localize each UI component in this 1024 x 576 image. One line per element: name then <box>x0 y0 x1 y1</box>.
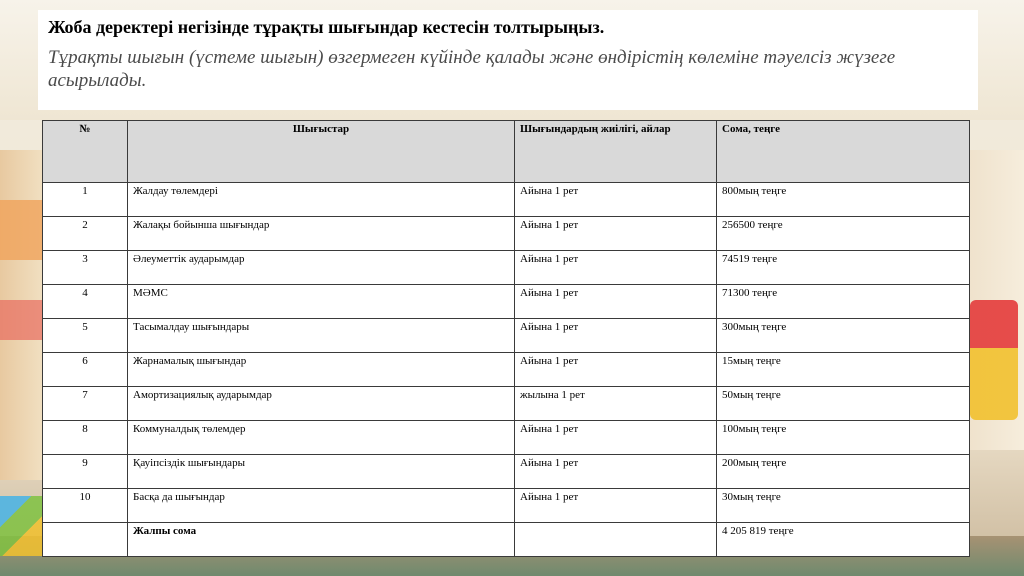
row-frequency: Айына 1 рет <box>515 319 717 353</box>
row-expense: Амортизациялық аударымдар <box>128 387 515 421</box>
row-number: 7 <box>43 387 128 421</box>
row-number: 6 <box>43 353 128 387</box>
row-frequency: Айына 1 рет <box>515 353 717 387</box>
row-number: 9 <box>43 455 128 489</box>
header-expenses: Шығыстар <box>128 121 515 183</box>
row-frequency: жылына 1 рет <box>515 387 717 421</box>
row-amount: 256500 теңге <box>717 217 970 251</box>
background-toy-cart <box>970 300 1018 420</box>
row-expense: Жарнамалық шығындар <box>128 353 515 387</box>
row-amount: 71300 теңге <box>717 285 970 319</box>
header-amount: Сома, теңге <box>717 121 970 183</box>
background-toy-left <box>0 200 44 260</box>
row-number: 4 <box>43 285 128 319</box>
table-row <box>43 489 970 523</box>
total-frequency <box>515 523 717 557</box>
row-amount: 100мың теңге <box>717 421 970 455</box>
row-expense: Тасымалдау шығындары <box>128 319 515 353</box>
row-frequency: Айына 1 рет <box>515 217 717 251</box>
background-toy-left-2 <box>0 300 44 340</box>
row-amount: 15мың теңге <box>717 353 970 387</box>
row-number: 2 <box>43 217 128 251</box>
table-row <box>43 285 970 319</box>
row-expense: Жалақы бойынша шығындар <box>128 217 515 251</box>
row-amount: 300мың теңге <box>717 319 970 353</box>
row-expense: Жалдау төлемдері <box>128 183 515 217</box>
row-number: 3 <box>43 251 128 285</box>
header-frequency: Шығындардың жиілігі, айлар <box>515 121 717 183</box>
row-number: 10 <box>43 489 128 523</box>
row-frequency: Айына 1 рет <box>515 285 717 319</box>
row-frequency: Айына 1 рет <box>515 489 717 523</box>
total-number <box>43 523 128 557</box>
table-row <box>43 455 970 489</box>
table-row <box>43 251 970 285</box>
slide-subtitle: Тұрақты шығын (үстеме шығын) өзгермеген күйінде қалады және өндірістің көлеміне тәуелсіз жүзеге асырылады. <box>48 47 896 91</box>
row-number: 1 <box>43 183 128 217</box>
row-amount: 800мың теңге <box>717 183 970 217</box>
row-number: 8 <box>43 421 128 455</box>
row-expense: Әлеуметтік аударымдар <box>128 251 515 285</box>
total-label: Жалпы сома <box>128 523 515 557</box>
table-row <box>43 353 970 387</box>
row-frequency: Айына 1 рет <box>515 455 717 489</box>
row-amount: 200мың теңге <box>717 455 970 489</box>
row-expense: Коммуналдық төлемдер <box>128 421 515 455</box>
background-blocks <box>0 496 44 556</box>
table-row <box>43 319 970 353</box>
row-amount: 50мың теңге <box>717 387 970 421</box>
row-frequency: Айына 1 рет <box>515 183 717 217</box>
table-total-row <box>43 523 970 557</box>
row-expense: Қауіпсіздік шығындары <box>128 455 515 489</box>
row-number: 5 <box>43 319 128 353</box>
row-expense: Басқа да шығындар <box>128 489 515 523</box>
table-row <box>43 217 970 251</box>
row-frequency: Айына 1 рет <box>515 251 717 285</box>
table-row <box>43 421 970 455</box>
title-box <box>38 10 978 110</box>
table-row <box>43 183 970 217</box>
row-amount: 30мың теңге <box>717 489 970 523</box>
row-expense: МӘМС <box>128 285 515 319</box>
header-number: № <box>43 121 128 183</box>
total-amount: 4 205 819 теңге <box>717 523 970 557</box>
row-amount: 74519 теңге <box>717 251 970 285</box>
row-frequency: Айына 1 рет <box>515 421 717 455</box>
table-header-row <box>43 121 970 183</box>
fixed-costs-table <box>42 120 970 557</box>
table-row <box>43 387 970 421</box>
slide-title: Жоба деректері негізінде тұрақты шығындар кестесін толтырыңыз. <box>48 17 605 37</box>
